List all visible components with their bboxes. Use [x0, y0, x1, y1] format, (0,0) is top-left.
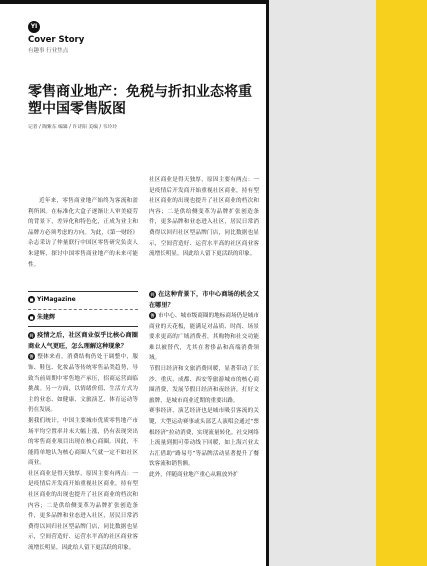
question-icon: 问	[29, 333, 34, 339]
right-column	[149, 177, 259, 481]
section-title: Cover Story	[28, 35, 85, 45]
answer-icon: 答	[29, 354, 34, 360]
question-1: 问 疫情之后，社区商业似乎比核心商圈商业人气更旺，怎么理解这种现象？	[28, 332, 138, 351]
answer-2-part-4: 此外，伴随商业地产重心从粗放外扩	[149, 471, 239, 478]
answer-1-part-3-end: 社区商业是得天独厚，原因主要有两点：一是疫情后开发商开始重视社区商业，持有型社区商业的出现也提升了社区商业的档次和内容；二是供给侧变革为品牌扩张创造条件，更多品牌和业态进入社区，居民日常消费得以回归社区型品牌门店，同比数据也显示，空间营造好、运营水平高的社区商业客流增长明显，因此给人留下更活跃的印象。	[149, 177, 259, 258]
source-tag: ■ YiMagazine	[29, 296, 76, 304]
magazine-logo-icon: YI	[28, 21, 40, 33]
answer-2-part-2: 节假日经济和文旅消费回暖，显著带动了长沙、重庆、成都、西安等旅游城市的核心商圈消费，发展节假日经济和夜经济，打好文旅牌，是城市商业近期的重要出路。	[149, 365, 259, 404]
gray-side-band	[269, 0, 376, 566]
yellow-side-band	[376, 0, 427, 566]
answer-2-part-1: 答 市中心、城市级商圈的地标商场仍是城市商业的天花板，能满足对品质、时尚、场景要求更高的广域消费者，其购物和社交功能难以被替代，尤其在奢侈品和高端消费领域。	[149, 313, 259, 362]
article-headline: 零售商业地产：免税与折扣业态将重塑中国零售版图	[28, 84, 252, 117]
article-byline: 记者 / 陶紫东 编辑 / 许诗阳 美编 / 韦玲玲	[28, 125, 118, 130]
answer-icon: 答	[150, 313, 155, 318]
question-2: 问 在这种背景下，市中心商场的机会又在哪里？	[149, 291, 259, 309]
section-subtitle: 有趣事 行业焦点	[28, 48, 69, 54]
divider-dashed	[28, 309, 138, 310]
answer-1-part-1: 答 整体来看，消费结构仍处于调整中，服饰、鞋包、化妆品等传统零售品类趋势，导致当前周期中零售地产承压，招商运营面临挑战。另一方面，以情绪价值、生活方式为主的业态、如健康、文旅演艺、体育运动等仍在发展。	[28, 354, 138, 414]
divider	[28, 291, 138, 292]
left-column	[28, 196, 138, 552]
top-rule	[0, 0, 266, 4]
bullet-icon: ■	[29, 297, 34, 303]
divider	[28, 326, 138, 327]
answer-1-part-2: 据我们统计，中国主要城市优质零售地产市场平均空置率并未大幅上涨，仍有表现突出的零售商业项目出现在核心商圈。因此，不能简单地认为核心商圈人气就一定不如社区商业。	[28, 417, 138, 467]
answer-1-part-3-start: 社区商业是得天独厚，原因主要有两点：一是疫情后开发商开始重视社区商业，持有型社区商业的出现也提升了社区商业的档次和内容；二是供给侧变革为品牌扩张创造条件，更多品牌和业态进入社区，居民日常消费得以回归社区型品牌门店，同比数据也显示，空间营造好、运营水平高的社区商业客流增长明显，因此给人留下更活跃的印象。	[28, 470, 138, 552]
question-icon: 问	[150, 292, 155, 297]
answer-2-part-3: 赛事经济、演艺经济也是城市吸引客流的关键，大型运动赛事或头部艺人演唱会通过“票根经济”拉动消费，实现流量转化。社交网络上流量到拥可带动线下回暖，如上海兴业太古汇借助“路易号”等品牌活动显著提升了餐饮客流和销售额。	[149, 408, 259, 468]
interviewee-tag: ■ 朱建辉	[29, 313, 56, 321]
intro-paragraph: 近年来，零售商业地产始终为客流和盈利所困。在标准化大盒子逐渐让人审美疲劳的背景下，差异化和特色化，正成为业主和品牌方必须考虑的方向。为此，《第一财经》杂志采访了仲量联行中国区零售研究负责人朱建辉，探讨中国零售商业地产的未来可能性。	[28, 198, 138, 268]
bullet-icon: ■	[29, 314, 34, 320]
